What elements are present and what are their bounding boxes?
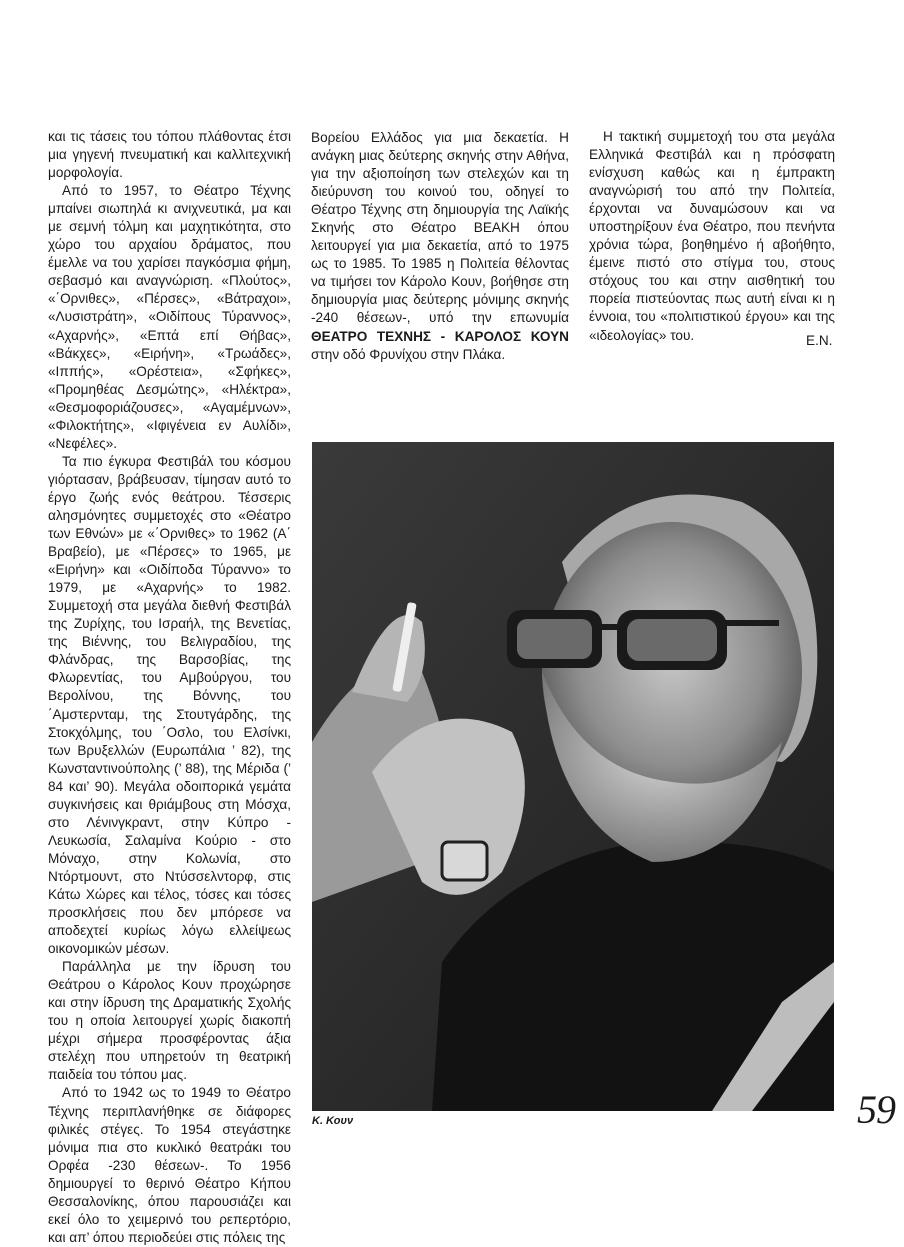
paragraph: Από το 1957, το Θέατρο Τέχνης μπαίνει σιωπηλά κι ανιχνευτικά, μα και με σεμνή τόλμη και μαχητικότητα, στο χώρο του αρχαίου δράματος, που έμελλε να του χαρίσει παγκόσμια φήμη, σεβασμό και αναγνώριση. «Πλούτος», «΄Ορνιθες», «Πέρσες», «Βάτραχοι», «Λυσιστράτη», «Οιδίπους Τύραννος», «Αχαρνής», «Επτά επί Θήβας», «Βάκχες», «Ειρήνη», «Τρωάδες», «Ιππής», «Ορέστεια», «Σφήκες», «Προμηθέας Δεσμώτης», «Ηλέκτρα», «Θεσμοφοριάζουσες», «Αγαμέμνων», «Φιλοκτήτης», «Ιφιγένεια εν Αυλίδι», «Νεφέλες». [48,183,291,451]
paragraph [311,129,569,364]
paragraph: Η τακτική συμμετοχή του στα μεγάλα Ελληνικά Φεστιβάλ και η πρόσφατη ενίσχυση καθώς και η έμπρακτη αναγνώρισή του από την Πολιτεία, έρχονται να δυναμώσουν και να υποστηρίξουν ένα Θέατρο, που πενήντα χρόνια τώρα, βοηθημένο ή αβοήθητο, έμεινε πιστό στο στίγμα του, στους στόχους του και στην αισθητική του πορεία πιστεύοντας πως αυτή είναι κι η έννοια, του «πολιτιστικού έργου» και της «ιδεολογίας» του. [589,129,835,343]
portrait-illustration [312,442,834,1111]
paragraph: Παράλληλα με την ίδρυση του Θεάτρου ο Κάρολος Κουν προχώρησε και στην ίδρυση της Δραματικής Σχολής του η οποία λειτουργεί χωρίς διακοπή μέχρι σήμερα προσφέροντας άξια στελέχη που υπηρετούν τη θεατρική παιδεία του τόπου μας. [48,959,291,1083]
paragraph: και τις τάσεις του τόπου πλάθοντας έτσι μια γηγενή πνευματική και καλλιτεχνική μορφολογία. [48,129,291,181]
text-column-right [589,128,835,345]
photo-caption: Κ. Κουν [312,1115,354,1127]
paragraph-text: Βορείου Ελλάδος για μια δεκαετία. Η ανάγκη μιας δεύτερης σκηνής στην Αθήνα, για την αξιοποίηση των στελεχών και τη διεύρυνση του κοινού του, οδηγεί το Θέατρο Τέχνης στη δημιουργία της Λαϊκής Σκηνής στο Θέατρο ΒΕΑΚΗ όπου λειτουργεί για μια δεκαετία, από το 1975 ως το 1985. Το 1985 η Πολιτεία θέλοντας να τιμήσει τον Κάρολο Κουν, βοήθησε στη δημιουργία μιας δεύτερης μόνιμης σκηνής -240 θέσεων-, υπό την επωνυμία [311,130,569,326]
text-column-left [48,128,291,1247]
paragraph: Από το 1942 ως το 1949 το Θέατρο Τέχνης περιπλανήθηκε σε διάφορες φιλικές στέγες. Το 1954 στεγάστηκε μόνιμα πια στο κυκλικό θεατράκι του Ορφέα -230 θέσεων-. Το 1956 δημιουργεί το θερινό Θέατρο Κήπου Θεσσαλονίκης, όπου παρουσιάζει και εκεί όλο το χειμερινό του ρεπερτόριο, και απ’ όπου περιοδεύει στις πόλεις της [48,1085,291,1245]
author-initials: Ε.Ν. [806,333,833,348]
portrait-photo [312,442,834,1111]
text-column-middle [311,129,569,364]
paragraph: Τα πιο έγκυρα Φεστιβάλ του κόσμου γιόρτασαν, βράβευσαν, τίμησαν αυτό το έργο ζωής ενός θεάτρου. Τέσσερις αλησμόνητες συμμετοχές στο «Θέατρο των Εθνών» με «΄Ορνιθες» το 1962 (Α΄ Βραβείο), με «Πέρσες» το 1965, με «Ειρήνη» και «Οιδίποδα Τύραννο» το 1979, με «Αχαρνής» το 1982. Συμμετοχή στα μεγάλα διεθνή Φεστιβάλ της Ζυρίχης, του Ισραήλ, της Βενετίας, της Βιέννης, του Βελιγραδίου, της Φλάνδρας, της Βαρσοβίας, της Φλωρεντίας, του Αμβούργου, του Βερολίνου, της Βόννης, του ΄Αμστερνταμ, της Στουτγάρδης, της Στοκχόλμης, του ΄Οσλο, του Ελσίνκι, των Βρυξελλών (Ευρωπάλια ’ 82), της Κωνσταντινούπολης (’ 88), της Μέριδα (’ 84 και’ 90). Μεγάλα οδοιπορικά γεμάτα συγκινήσεις και θριάμβους στη Μόσχα, στο Λένινγκραντ, στην Κύπρο - Λευκωσία, Σαλαμίνα Κούριο - στο Μόναχο, στην Κολωνία, στο Ντόρτμουντ, στο Ντύσσελντορφ, στις Κάτω Χώρες και τέλος, τόσες και τόσες προσκλήσεις που δεν μπόρεσε να αποδεχτεί κυρίως λόγω ελλείψεως οικονομικών μέσων. [48,453,291,957]
theatre-name: ΘΕΑΤΡΟ ΤΕΧΝΗΣ - ΚΑΡΟΛΟΣ ΚΟΥΝ [311,328,569,344]
page-number: 59 [857,1087,895,1132]
paragraph-text: στην οδό Φρυνίχου στην Πλάκα. [311,346,506,362]
